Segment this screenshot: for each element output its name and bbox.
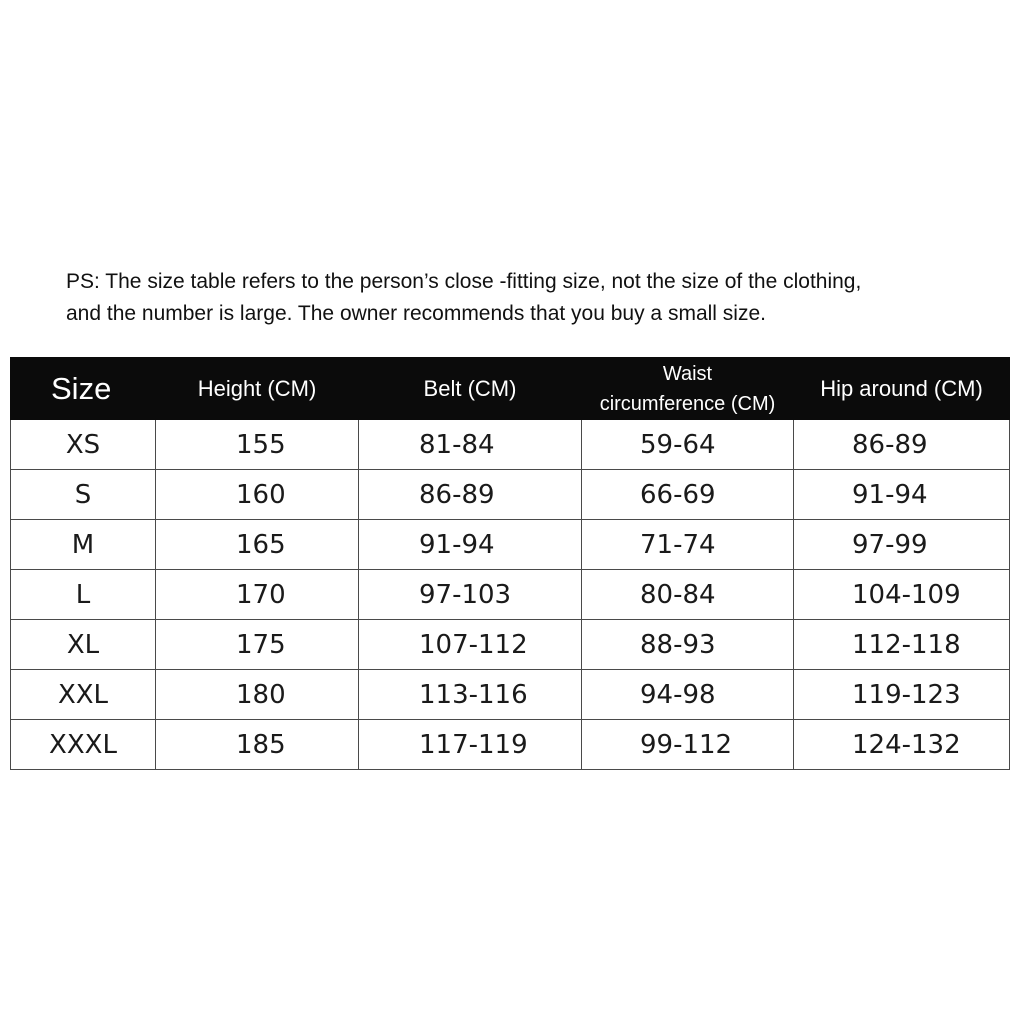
table-row <box>11 520 1010 570</box>
table-body <box>11 420 1010 770</box>
cell-hip: 97-99 <box>794 520 1010 570</box>
table-row <box>11 720 1010 770</box>
size-chart-table <box>10 357 1010 770</box>
cell-waist: 59-64 <box>582 420 794 470</box>
size-note-line-1: PS: The size table refers to the person’s close -fitting size, not the size of the clothing, <box>66 270 862 293</box>
cell-height: 180 <box>156 670 359 720</box>
cell-hip: 112-118 <box>794 620 1010 670</box>
cell-height: 160 <box>156 470 359 520</box>
table-row <box>11 420 1010 470</box>
header-waist-line-2: circumference (CM) <box>599 392 776 415</box>
header-height: Height (CM) <box>156 358 359 420</box>
cell-belt: 107-112 <box>359 620 582 670</box>
table-row <box>11 670 1010 720</box>
header-size: Size <box>11 358 156 420</box>
cell-belt: 97-103 <box>359 570 582 620</box>
cell-height: 170 <box>156 570 359 620</box>
cell-waist: 71-74 <box>582 520 794 570</box>
cell-height: 185 <box>156 720 359 770</box>
cell-hip: 104-109 <box>794 570 1010 620</box>
size-note <box>66 266 996 330</box>
cell-size: XL <box>11 620 156 670</box>
size-note-line-2: and the number is large. The owner recommends that you buy a small size. <box>66 302 766 325</box>
cell-belt: 117-119 <box>359 720 582 770</box>
cell-size: XXL <box>11 670 156 720</box>
cell-waist: 80-84 <box>582 570 794 620</box>
cell-waist: 66-69 <box>582 470 794 520</box>
header-hip: Hip around (CM) <box>794 358 1010 420</box>
cell-size: M <box>11 520 156 570</box>
table-header <box>11 358 1010 420</box>
cell-belt: 86-89 <box>359 470 582 520</box>
cell-size: L <box>11 570 156 620</box>
cell-belt: 113-116 <box>359 670 582 720</box>
cell-size: XS <box>11 420 156 470</box>
cell-waist: 94-98 <box>582 670 794 720</box>
header-waist-line-1: Waist <box>662 362 713 385</box>
cell-hip: 91-94 <box>794 470 1010 520</box>
header-row <box>11 358 1010 420</box>
cell-waist: 88-93 <box>582 620 794 670</box>
cell-hip: 86-89 <box>794 420 1010 470</box>
cell-height: 165 <box>156 520 359 570</box>
cell-size: S <box>11 470 156 520</box>
cell-height: 175 <box>156 620 359 670</box>
cell-hip: 119-123 <box>794 670 1010 720</box>
cell-height: 155 <box>156 420 359 470</box>
table-row <box>11 620 1010 670</box>
header-belt: Belt (CM) <box>359 358 582 420</box>
table-row <box>11 470 1010 520</box>
cell-belt: 91-94 <box>359 520 582 570</box>
cell-size: XXXL <box>11 720 156 770</box>
cell-waist: 99-112 <box>582 720 794 770</box>
cell-belt: 81-84 <box>359 420 582 470</box>
cell-hip: 124-132 <box>794 720 1010 770</box>
header-waist <box>582 358 794 420</box>
table-row <box>11 570 1010 620</box>
